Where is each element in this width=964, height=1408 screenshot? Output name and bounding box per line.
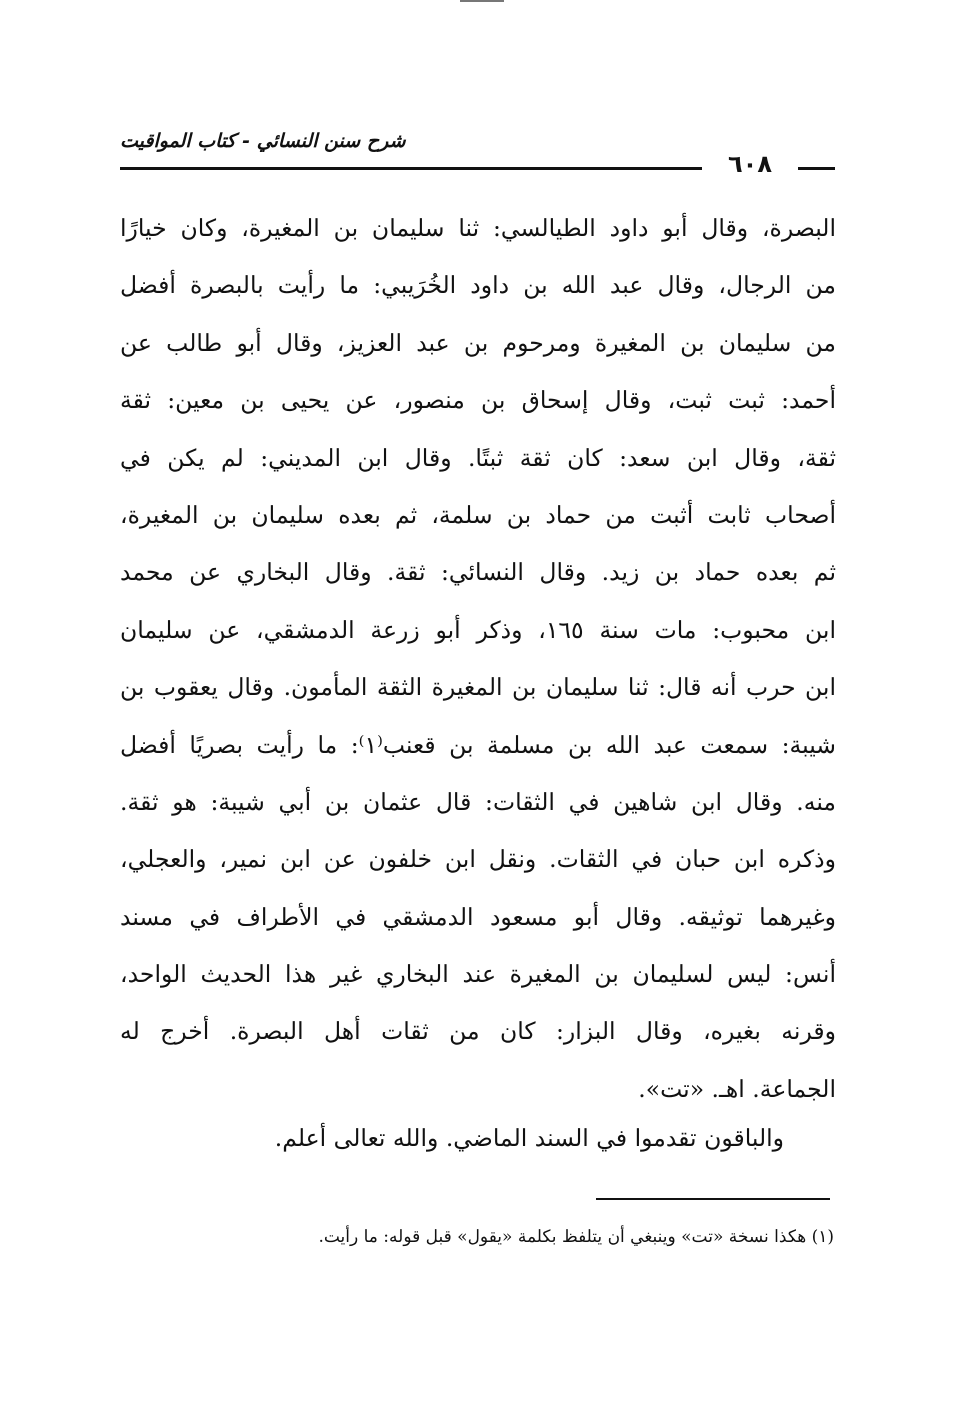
running-title: شرح سنن النسائي - كتاب المواقيت — [120, 130, 406, 152]
header-dash — [798, 167, 835, 170]
text-line: ابن حرب أنه قال: ثنا سليمان بن المغيرة الثقة المأمون. وقال يعقوب بن — [120, 673, 836, 702]
text-line: من سليمان بن المغيرة ومرحوم بن عبد العزيز، وقال أبو طالب عن — [120, 328, 836, 357]
page-number: ٦٠٨ — [728, 150, 772, 178]
text-line: الجماعة. اهـ. «تت». — [638, 1074, 836, 1103]
text-line: وذكره ابن حبان في الثقات. ونقل ابن خلفون عن ابن نمير، والعجلي، — [120, 845, 836, 874]
body-text — [120, 200, 836, 1118]
text-line: أحمد: ثبت ثبت، وقال إسحاق بن منصور، عن يحيى بن معين: ثقة — [120, 386, 836, 415]
text-line: شيبة: سمعت عبد الله بن مسلمة بن قعنب⁽١⁾: ما رأيت بصريًا أفضل — [120, 730, 836, 759]
text-line: أصحاب ثابت أثبت من حماد بن سلمة، ثم بعده سليمان بن المغيرة، — [120, 500, 836, 529]
text-line: وغيرهما توثيقه. وقال أبو مسعود الدمشقي في الأطراف في مسند — [120, 902, 836, 931]
top-edge-mark — [460, 0, 504, 2]
text-line: ثقة، وقال ابن سعد: كان ثقة ثبتًا. وقال ابن المديني: لم يكن في — [120, 443, 836, 472]
text-line: ثم بعده حماد بن زيد. وقال النسائي: ثقة. وقال البخاري عن محمد — [120, 558, 836, 587]
closing-sentence: والباقون تقدموا في السند الماضي. والله تعالى أعلم. — [274, 1124, 784, 1152]
text-line: وقرنه بغيره، وقال البزار: كان من ثقات أهل البصرة. أخرج له — [120, 1017, 836, 1046]
header-rule — [120, 167, 702, 170]
footnote: (١) هكذا نسخة «تت» وينبغي أن يتلفظ بكلمة «يقول» قبل قوله: ما رأيت. — [318, 1227, 834, 1247]
page-header — [120, 118, 835, 180]
text-line: من الرجال، وقال عبد الله بن داود الخُرَيبي: ما رأيت بالبصرة أفضل — [120, 271, 836, 300]
text-line: أنس: ليس لسليمان بن المغيرة عند البخاري غير هذا الحديث الواحد، — [120, 960, 836, 989]
text-line: البصرة، وقال أبو داود الطيالسي: ثنا سليمان بن المغيرة، وكان خيارًا — [120, 214, 836, 242]
text-line: ابن محبوب: مات سنة ١٦٥، وذكر أبو زرعة الدمشقي، عن سليمان — [120, 615, 836, 644]
text-line: منه. وقال ابن شاهين في الثقات: قال عثمان بن أبي شيبة: هو ثقة. — [120, 787, 836, 816]
footnote-rule — [596, 1198, 830, 1200]
